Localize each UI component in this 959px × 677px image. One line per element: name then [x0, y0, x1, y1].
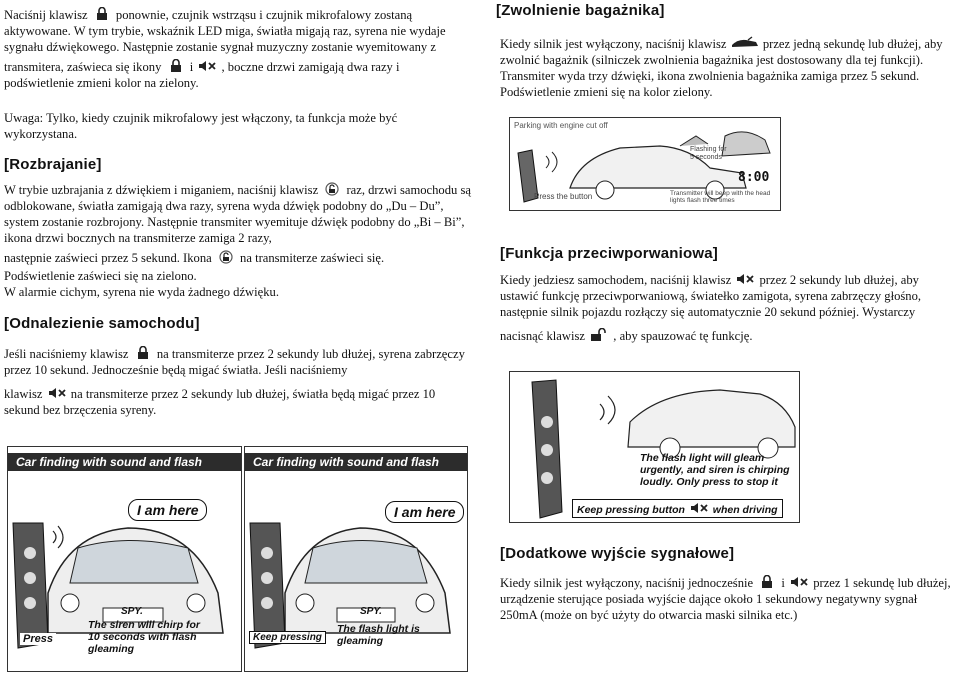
unlock-icon — [588, 328, 610, 342]
press-label: Press — [20, 633, 56, 645]
siren-caption: The siren will chirp for 10 seconds with flash gleaming — [88, 619, 201, 655]
anti-hijack-paragraph-2: nacisnąć klawisz , aby spauzować tę funkcję. — [500, 329, 753, 343]
flash-caption: The flash light is gleaming — [337, 623, 420, 647]
disarm-paragraph-3: Podświetlenie zaświeci się na zielono. — [4, 269, 197, 283]
intro-paragraph: Naciśnij klawisz ponownie, czujnik wstrząsu i czujnik mikrofalowy zostaną aktywowane. W tym trybie, wskaźnik LED miga, światła migają raz, syrena nie wydaje sygnału dźwiękowego. Następnie zostanie sygnał muzyczny zostanie wyemitowany z — [4, 8, 446, 54]
note-paragraph: Uwaga: Tylko, kiedy czujnik mikrofalowy jest włączony, ta funkcja może być wykorzystana. — [4, 111, 398, 141]
anti-hijack-figure — [509, 371, 800, 523]
anti-hijack-note: The flash light will gleam urgently, and siren is chirping loudly. Only press to stop it — [640, 452, 790, 488]
section-title-disarm: [Rozbrajanie] — [4, 156, 102, 173]
lock-icon — [91, 7, 113, 21]
unlock-icon — [321, 182, 343, 196]
press-button-label: Press the button — [534, 192, 593, 201]
intro-paragraph-2: transmitera, zaświeca się ikony i , boczne drzwi zamigają dwa razy i podświetlenie zmieni kolor na zielony. — [4, 60, 400, 90]
lock-icon — [756, 575, 778, 589]
speaker-mute-icon — [196, 59, 218, 73]
flashing-label: Flashing for 5 seconds — [690, 146, 727, 161]
clock-display: 8:00 — [738, 170, 770, 185]
transmitter-label: Transmitter will beep with the head lights flash three times — [670, 190, 771, 204]
find-paragraph: Jeśli naciśniemy klawisz na transmiterze przez 2 sekundy lub dłużej, syrena zabrzęczy przez 10 sekund. Jednocześnie będą migać światła. Jeśli naciśniemy — [4, 347, 465, 377]
section-title-anti-hijack: [Funkcja przeciwporwaniowa] — [500, 245, 718, 262]
speaker-mute-icon — [788, 575, 810, 589]
trunk-release-figure — [509, 117, 781, 211]
figure-strip: Car finding with sound and flash reminding — [245, 453, 467, 471]
trunk-icon — [730, 36, 760, 50]
unlock-icon — [215, 250, 237, 264]
section-title-trunk: [Zwolnienie bagażnika] — [496, 2, 665, 19]
keep-pressing-box: Keep pressing button when driving — [572, 499, 783, 518]
license-plate: SPY. — [121, 606, 143, 617]
speech-bubble: I am here — [385, 501, 464, 523]
find-paragraph-2: klawisz na transmiterze przez 2 sekundy lub dłużej, światła będą migać przez 10 sekund bez brzęczenia syreny. — [4, 387, 436, 417]
disarm-paragraph-2: następnie zaświeci przez 5 sekund. Ikona na transmiterze zaświeci się. — [4, 251, 385, 265]
car-finding-figure-sound — [7, 446, 242, 672]
lock-icon — [165, 59, 187, 73]
aux-output-paragraph: Kiedy silnik jest wyłączony, naciśnij jednocześnie i przez 1 sekundę lub dłużej, urządzenie sterujące posiada wyjście dające około 1 sekundowy negatywny sygnał 250mA (może on być użyty do otwarcia maski silnika etc.) — [500, 576, 951, 622]
lock-icon — [132, 346, 154, 360]
anti-hijack-paragraph: Kiedy jedziesz samochodem, naciśnij klawisz przez 2 sekundy lub dłużej, aby ustawić funkcję przeciwporwaniową, światełko zamigota, syrena zabrzęczy głośno, następnie silnik pojazdu rozłączy się automatycznie 20 sekund później. Wystarczy — [500, 273, 922, 319]
speaker-mute-icon — [688, 501, 710, 515]
disarm-paragraph: W trybie uzbrajania z dźwiękiem i miganiem, naciśnij klawisz raz, drzwi samochodu są odblokowane, światła zamigają dwa razy, syrena wyda dźwięk podobny do „Du – Du”, system zostanie rozbrojony. Następnie transmiter wyemituje dźwięk podobny do „Bi – Bi”, ikona drzwi bocznych na transmiterze zamiga 2 razy, — [4, 183, 471, 245]
keep-pressing-label: Keep pressing — [249, 631, 326, 644]
section-title-aux-output: [Dodatkowe wyjście sygnałowe] — [500, 545, 735, 562]
license-plate: SPY. — [360, 606, 382, 617]
section-title-find: [Odnalezienie samochodu] — [4, 315, 200, 332]
speaker-mute-icon — [734, 272, 756, 286]
speaker-mute-icon — [46, 386, 68, 400]
figure-label: Parking with engine cut off — [514, 121, 608, 130]
disarm-paragraph-4: W alarmie cichym, syrena nie wyda żadnego dźwięku. — [4, 285, 279, 299]
trunk-paragraph: Kiedy silnik jest wyłączony, naciśnij klawisz przez jedną sekundę lub dłużej, aby zwolnić bagażnik (silniczek zwolnienia bagażnika jest dostosowany dla tej funkcji). Transmiter wyda trzy dźwięki, ikona zwolnienia bagażnika zamiga przez 5 sekund. Podświetlenie zmieni się na kolor zielony. — [500, 37, 943, 99]
speech-bubble: I am here — [128, 499, 207, 521]
figure-strip: Car finding with sound and flash reminding — [8, 453, 241, 471]
car-finding-figure-flash — [244, 446, 468, 672]
